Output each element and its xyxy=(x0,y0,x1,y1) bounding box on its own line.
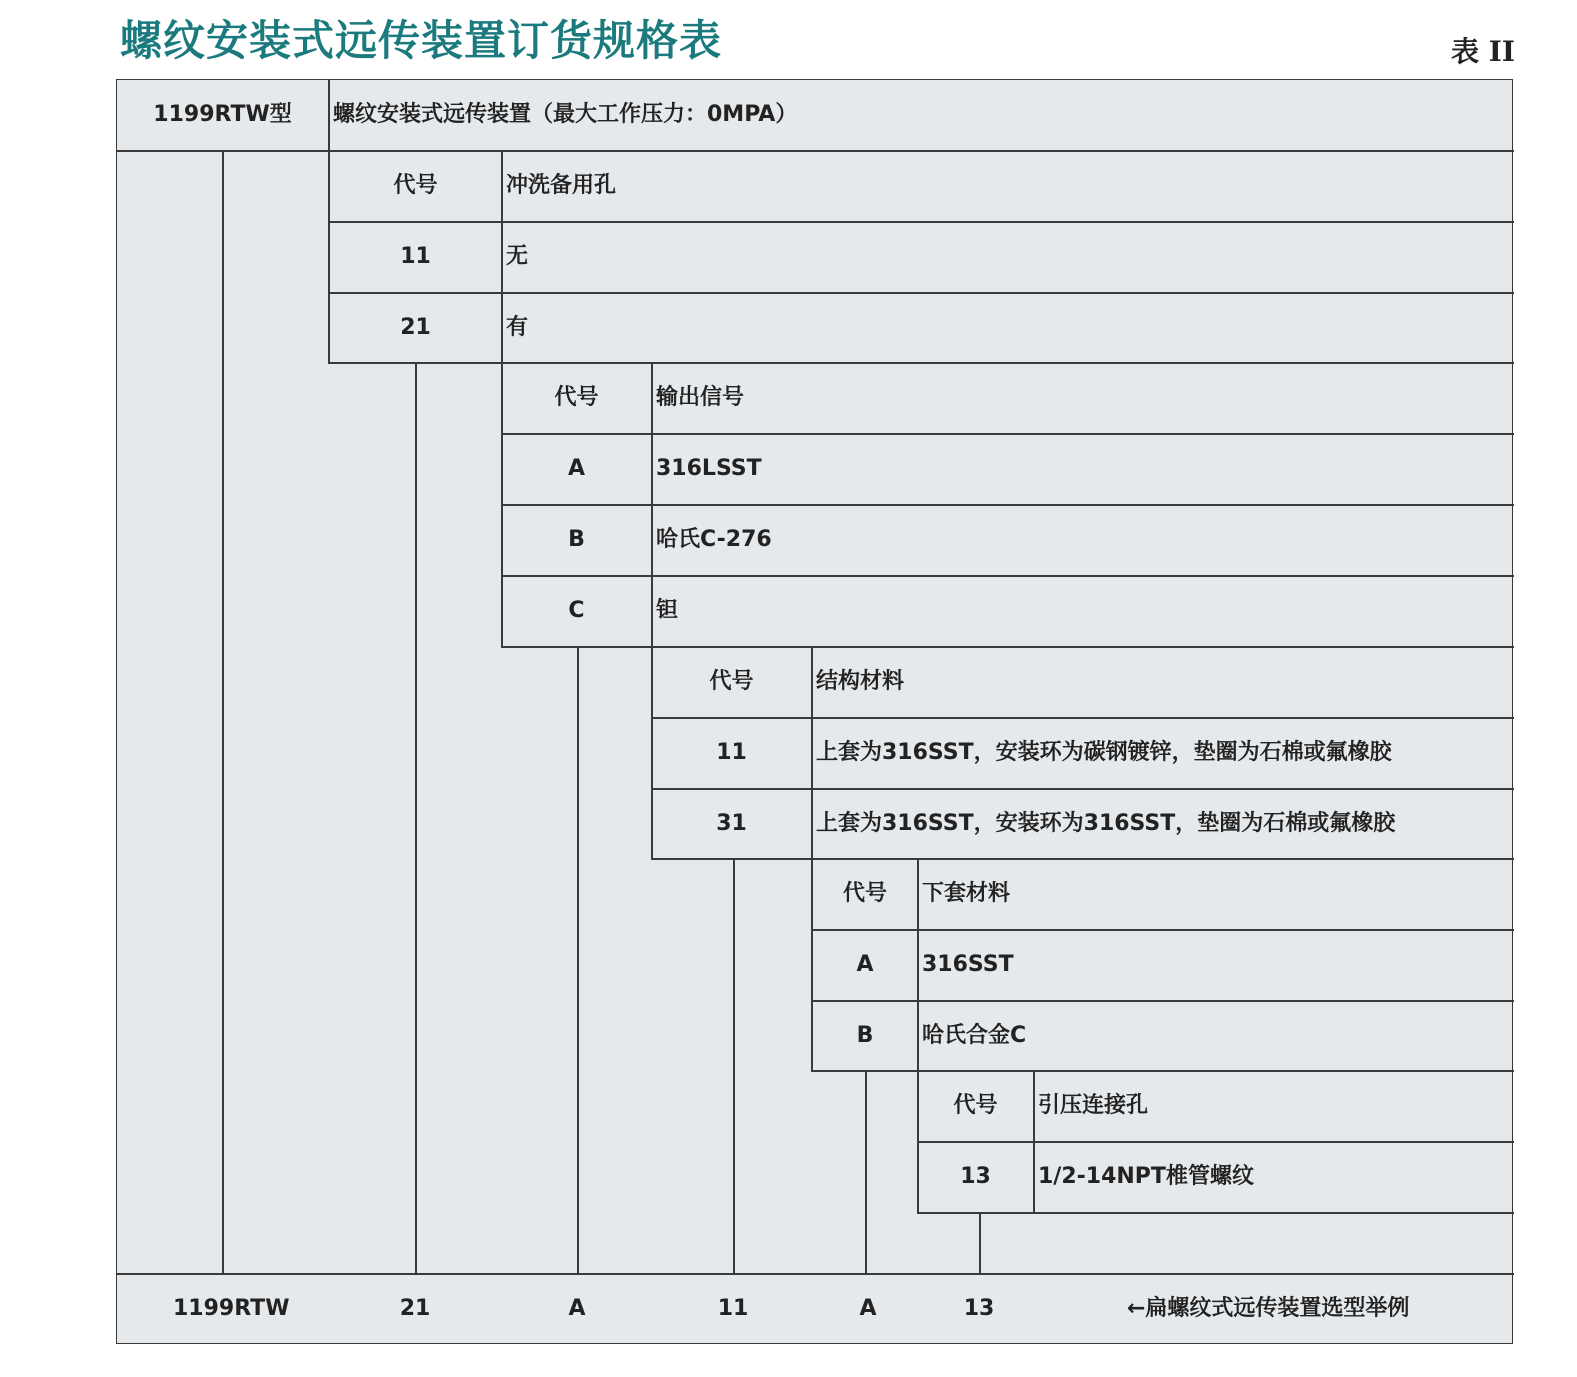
section-3-code-divider xyxy=(811,647,813,859)
example-code-1: 21 xyxy=(399,1296,431,1321)
section-4-option-1-desc: 316SST xyxy=(922,952,1014,977)
model-header-cell: 1199RTW型 xyxy=(153,102,292,127)
section-3-left-border xyxy=(651,647,653,859)
section-divider xyxy=(651,858,1514,860)
model-description-cell: 螺纹安装式远传装置（最大工作压力：0MPA） xyxy=(333,102,798,127)
section-3-option-1-code: 11 xyxy=(716,740,747,765)
section-1-option-2-desc: 有 xyxy=(506,315,529,340)
section-2-connector-line xyxy=(577,647,579,1273)
section-5-option-1-desc: 1/2-14NPT椎管螺纹 xyxy=(1038,1164,1254,1189)
section-5-left-border xyxy=(917,1071,919,1213)
section-2-title: 输出信号 xyxy=(656,385,745,410)
section-1-code-divider xyxy=(501,150,503,363)
section-4-title: 下套材料 xyxy=(922,881,1011,906)
section-5-code-divider xyxy=(1033,1071,1035,1213)
section-5-title: 引压连接孔 xyxy=(1038,1093,1149,1118)
section-1-option-2-code: 21 xyxy=(400,315,431,340)
example-note: ←扁螺纹式远传装置选型举例 xyxy=(1127,1296,1410,1321)
section-4-left-border xyxy=(811,859,813,1071)
section-3-option-1-desc: 上套为316SST，安装环为碳钢镀锌，垫圈为石棉或氟橡胶 xyxy=(816,740,1392,765)
section-4-connector-line xyxy=(865,1071,867,1273)
section-1-connector-line xyxy=(415,363,417,1273)
section-3-connector-line xyxy=(733,859,735,1273)
example-model: 1199RTW xyxy=(173,1296,290,1321)
section-3-option-2-code: 31 xyxy=(716,811,747,836)
section-2-option-3-code: C xyxy=(568,598,585,623)
section-1-title: 冲洗备用孔 xyxy=(506,173,617,198)
section-1-option-1-desc: 无 xyxy=(506,244,529,269)
table-number: 表 II xyxy=(1451,35,1515,68)
section-2-left-border xyxy=(501,363,503,647)
section-2-option-1-code: A xyxy=(567,456,586,481)
example-code-3: 11 xyxy=(717,1296,749,1321)
section-2-option-1-desc: 316LSST xyxy=(656,456,762,481)
section-4-code-header: 代号 xyxy=(842,881,887,906)
section-divider xyxy=(917,1212,1514,1214)
section-5-code-header: 代号 xyxy=(953,1093,998,1118)
section-2-option-2-code: B xyxy=(568,527,585,552)
section-4-option-2-desc: 哈氏合金C xyxy=(922,1023,1027,1048)
section-2-option-2-desc: 哈氏C-276 xyxy=(656,527,772,552)
header-column-divider xyxy=(328,80,330,150)
header-divider xyxy=(117,150,1514,152)
section-5-option-1-code: 13 xyxy=(960,1164,991,1189)
example-code-2: A xyxy=(568,1296,586,1321)
section-3-option-2-desc: 上套为316SST，安装环为316SST，垫圈为石棉或氟橡胶 xyxy=(816,811,1396,836)
example-code-4: A xyxy=(859,1296,877,1321)
section-3-code-header: 代号 xyxy=(709,669,754,694)
page-title: 螺纹安装式远传装置订货规格表 xyxy=(120,16,723,65)
section-4-option-1-code: A xyxy=(856,952,874,977)
model-connector-line xyxy=(222,150,224,1273)
section-1-option-1-code: 11 xyxy=(400,244,431,269)
spec-table xyxy=(116,79,1513,1344)
section-1-code-header: 代号 xyxy=(393,173,438,198)
section-4-code-divider xyxy=(917,859,919,1071)
section-1-left-border xyxy=(328,150,330,363)
example-code-5: 13 xyxy=(963,1296,995,1321)
section-4-option-2-code: B xyxy=(856,1023,874,1048)
section-3-title: 结构材料 xyxy=(816,669,905,694)
section-5-connector-line xyxy=(979,1213,981,1273)
section-2-option-3-desc: 钽 xyxy=(656,598,679,623)
section-2-code-header: 代号 xyxy=(554,385,599,410)
section-2-code-divider xyxy=(651,363,653,647)
